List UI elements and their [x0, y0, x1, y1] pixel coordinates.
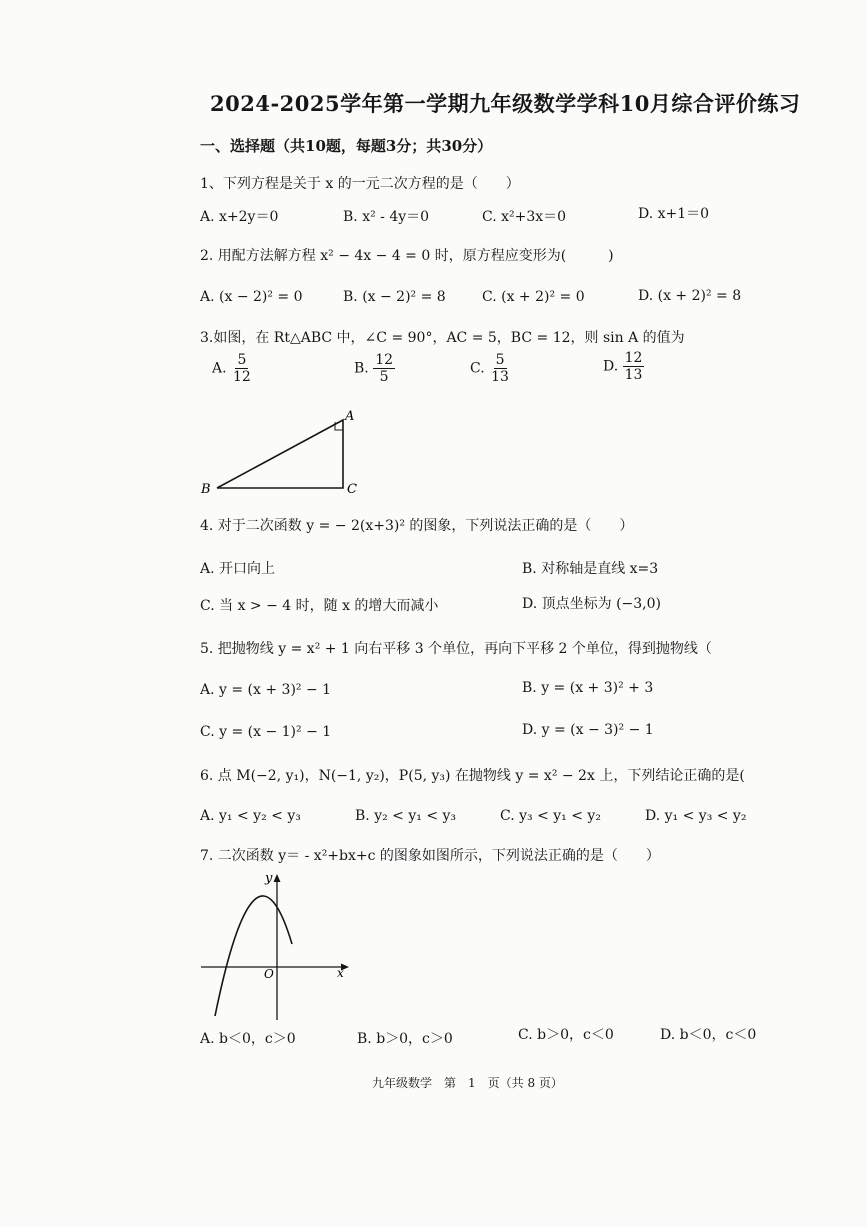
fraction-a [231, 352, 253, 385]
option-c-label: C. [470, 360, 485, 377]
option-d-label: D. [603, 358, 619, 375]
question-4-option-d: D. 顶点坐标为 (−3,0) [522, 596, 661, 612]
question-6-stem: 6. 点 M(−2, y₁)，N(−1, y₂)，P(5, y₃) 在抛物线 y = x² − 2x 上，下列结论正确的是( [200, 768, 745, 784]
fraction-a-denominator: 12 [233, 369, 251, 385]
vertex-label-a: A [345, 409, 355, 424]
parabola-curve [215, 896, 292, 1016]
fraction-b-denominator: 5 [379, 369, 389, 385]
question-7-option-c: C. b＞0，c＜0 [518, 1027, 614, 1043]
question-4-stem: 4. 对于二次函数 y = − 2(x+3)² 的图象，下列说法正确的是（ ） [200, 518, 634, 534]
question-5-option-d: D. y = (x − 3)² − 1 [522, 722, 654, 738]
section-heading: 一、选择题（共10题，每题3分；共30分） [200, 137, 493, 155]
question-1-option-a: A. x+2y＝0 [200, 209, 279, 225]
question-4-option-c: C. 当 x > − 4 时，随 x 的增大而减小 [200, 598, 439, 614]
fraction-d-numerator: 12 [624, 350, 643, 366]
question-2-option-d: D. (x + 2)² = 8 [638, 288, 742, 304]
question-3-option-c [470, 352, 511, 385]
x-axis-label: x [337, 966, 344, 980]
question-6-option-a: A. y₁ < y₂ < y₃ [200, 808, 301, 824]
fraction-b-numerator: 12 [375, 352, 394, 368]
question-7-option-a: A. b＜0，c＞0 [200, 1031, 296, 1047]
question-3-stem: 3.如图，在 Rt△ABC 中，∠C = 90°，AC = 5，BC = 12，则 sin A 的值为 [200, 330, 685, 346]
parabola-figure [195, 866, 355, 1026]
fraction-b [373, 352, 395, 385]
fraction-a-numerator: 5 [237, 352, 247, 368]
question-7-option-d: D. b＜0，c＜0 [660, 1027, 757, 1043]
page-footer: 九年级数学 第 1 页（共 8 页） [372, 1076, 563, 1090]
triangle-abc [217, 420, 343, 488]
y-axis-label: y [265, 871, 273, 886]
option-a-label: A. [212, 360, 227, 377]
fraction-c [489, 352, 511, 385]
question-4-option-a: A. 开口向上 [200, 561, 276, 577]
question-4-option-b: B. 对称轴是直线 x=3 [522, 561, 659, 577]
question-6-option-c: C. y₃ < y₁ < y₂ [500, 808, 601, 824]
question-7-stem: 7. 二次函数 y＝ - x²+bx+c 的图象如图所示，下列说法正确的是（ ） [200, 848, 660, 864]
question-3-option-a [212, 352, 253, 385]
question-5-option-a: A. y = (x + 3)² − 1 [200, 682, 332, 698]
question-6-option-d: D. y₁ < y₃ < y₂ [645, 808, 747, 824]
question-3-option-b [354, 352, 395, 385]
question-6-option-b: B. y₂ < y₁ < y₃ [355, 808, 457, 824]
question-5-stem: 5. 把抛物线 y = x² + 1 向右平移 3 个单位，再向下平移 2 个单位，得到抛物线（ [200, 641, 712, 657]
question-2-option-c: C. (x + 2)² = 0 [482, 289, 585, 305]
question-2-option-a: A. (x − 2)² = 0 [200, 289, 303, 305]
question-3-option-d [603, 350, 644, 383]
question-1-option-c: C. x²+3x＝0 [482, 209, 567, 225]
y-axis-arrow [274, 874, 281, 882]
question-1-option-d: D. x+1＝0 [638, 206, 710, 222]
option-b-label: B. [354, 360, 369, 377]
fraction-d [623, 350, 645, 383]
question-5-option-c: C. y = (x − 1)² − 1 [200, 724, 332, 740]
vertex-label-b: B [201, 482, 211, 497]
question-2-stem: 2. 用配方法解方程 x² − 4x − 4 = 0 时，原方程应变形为( ) [200, 248, 614, 264]
question-7-option-b: B. b＞0，c＞0 [357, 1031, 453, 1047]
vertex-label-c: C [347, 482, 357, 497]
origin-label: O [264, 967, 274, 981]
page-title: 2024-2025学年第一学期九年级数学学科10月综合评价练习 [210, 91, 801, 116]
question-2-option-b: B. (x − 2)² = 8 [343, 289, 446, 305]
triangle-figure [195, 400, 375, 500]
fraction-c-denominator: 13 [491, 369, 509, 385]
question-1-stem: 1、下列方程是关于 x 的一元二次方程的是（ ） [200, 176, 520, 192]
fraction-d-denominator: 13 [624, 367, 643, 383]
question-1-option-b: B. x² - 4y＝0 [343, 209, 430, 225]
question-5-option-b: B. y = (x + 3)² + 3 [522, 680, 654, 696]
fraction-c-numerator: 5 [495, 352, 505, 368]
